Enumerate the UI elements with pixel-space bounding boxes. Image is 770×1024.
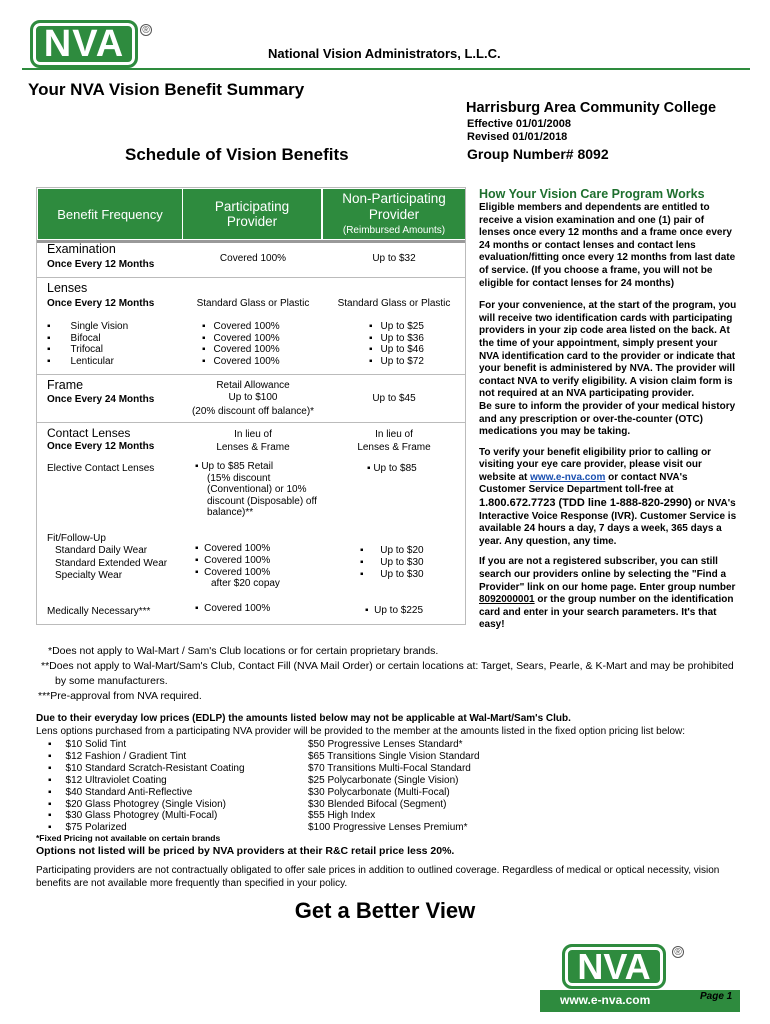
- group-number-link: 8092000001: [479, 594, 535, 606]
- fit-par-value: ▪ Covered 100%: [195, 543, 271, 554]
- fit-par: [195, 543, 280, 590]
- edlp-note: Due to their everyday low prices (EDLP) the amounts listed below may not be applicable at Wal-Mart/Sam's Club.: [36, 713, 571, 724]
- contacts-par-head1: In lieu of: [234, 429, 272, 440]
- employer-name: Harrisburg Area Community College: [466, 100, 717, 116]
- frame-non: Up to $45: [372, 393, 416, 404]
- lenses-title: Lenses: [47, 281, 88, 295]
- summary-title: Your NVA Vision Benefit Summary: [28, 80, 305, 99]
- option-item: $30 Blended Bifocal (Segment): [308, 798, 447, 810]
- col-benefit-frequency: Benefit Frequency: [38, 189, 182, 239]
- exam-par: Covered 100%: [219, 253, 287, 264]
- how-it-works: [479, 187, 737, 632]
- footnote: **Does not apply to Wal-Mart/Sam's Club, Contact Fill (NVA Mail Order) or certain locations at: Target, Sears, Pearle, & K-Mart and may be prohibited: [41, 660, 734, 672]
- elective-par: [195, 461, 317, 519]
- lens-type: ▪ Single Vision: [47, 321, 128, 333]
- group-number: Group Number# 8092: [467, 146, 609, 162]
- lenses-par: Standard Glass or Plastic: [196, 298, 310, 309]
- elective-non: ▪ Up to $85: [367, 463, 417, 474]
- effective-date: Effective 01/01/2008: [467, 118, 571, 130]
- contacts-title: Contact Lenses: [47, 426, 131, 440]
- lenses-non: Standard Glass or Plastic: [337, 298, 451, 309]
- col-non-participating: [323, 189, 465, 239]
- fit-par-value: ▪ Covered 100%: [195, 566, 271, 578]
- fixed-pricing-note: *Fixed Pricing not available on certain brands: [36, 833, 221, 843]
- option-item: $100 Progressive Lenses Premium*: [308, 822, 468, 834]
- option-item: $65 Transitions Single Vision Standard: [308, 750, 480, 762]
- exam-title: Examination: [47, 242, 116, 256]
- option-item: ▪ $12 Fashion / Gradient Tint: [48, 751, 245, 763]
- lens-type: ▪ Bifocal: [47, 333, 128, 345]
- frame-title: Frame: [47, 378, 84, 392]
- fit-item: Standard Extended Wear: [55, 557, 168, 569]
- option-item: ▪ $75 Polarized: [48, 822, 245, 834]
- lens-non-value: ▪ Up to $46: [369, 344, 424, 356]
- lens-type: ▪ Trifocal: [47, 344, 128, 356]
- med-label: Medically Necessary***: [47, 606, 151, 617]
- med-par: ▪ Covered 100%: [195, 603, 271, 614]
- col-non-participating-label: Non-Participating Provider: [342, 191, 446, 222]
- lens-type: ▪ Lenticular: [47, 356, 128, 368]
- how-paragraph-2: For your convenience, at the start of the program, you will receive two identification cards with participating providers in your zip code area listed on the back. At the time of your appointment, simply present your NVA identification card to the provider or indicate that your benefit is administered by NVA. The provider will contact NVA to verify eligibility. A vision claim form is not required at an NVA participating provider.: [479, 300, 737, 400]
- participating-note: Participating providers are not contractually obligated to offer sale prices in addition to outlined coverage. Regardless of medical or optical necessity, vision benefits are not available more frequently than specified in your policy.: [36, 865, 720, 889]
- nva-logo: NVA: [30, 20, 138, 68]
- lens-par-value: ▪ Covered 100%: [202, 344, 280, 356]
- elective-par-line4: discount (Disposable) off: [207, 495, 317, 507]
- contacts-par-head: [183, 428, 323, 454]
- lens-par-value: ▪ Covered 100%: [202, 321, 280, 333]
- how-title: How Your Vision Care Program Works: [479, 187, 705, 201]
- exam-non: Up to $32: [372, 253, 416, 264]
- contacts-par-head2: Lenses & Frame: [216, 442, 290, 453]
- frame-par-line1: Retail Allowance: [216, 380, 290, 391]
- website-link[interactable]: www.e-nva.com: [530, 471, 606, 483]
- tagline: Get a Better View: [294, 898, 476, 923]
- footer-nva-logo: NVA: [562, 944, 666, 989]
- elective-par-line3: (Conventional) or 10%: [207, 484, 307, 496]
- fit-non-value: ▪ Up to $30: [360, 568, 424, 580]
- footnote: *Does not apply to Wal-Mart / Sam's Club locations or for certain proprietary brands.: [48, 645, 439, 657]
- footer-registered-mark: ®: [672, 946, 684, 958]
- fit-item: Standard Daily Wear: [55, 545, 148, 557]
- fit-non-value: ▪ Up to $30: [360, 556, 424, 568]
- lens-non-value: ▪ Up to $25: [369, 321, 424, 333]
- lens-non-value: ▪ Up to $36: [369, 333, 424, 345]
- phone-number: 1.800.672.7723 (TDD line 1-888-820-2990): [479, 497, 692, 510]
- frame-par-line2: Up to $100: [228, 391, 278, 403]
- fit-non-value: ▪ Up to $20: [360, 545, 424, 556]
- option-item: $30 Polycarbonate (Multi-Focal): [308, 786, 450, 798]
- footnotes: [38, 644, 753, 704]
- fit-item: Specialty Wear: [55, 570, 123, 582]
- frame-frequency: Once Every 24 Months: [47, 394, 155, 405]
- how-paragraph-2b: Be sure to inform the provider of your medical history and any prescription or over-the-counter (OTC) medications you may be taking.: [479, 400, 736, 438]
- fit-par-note: after $20 copay: [211, 578, 280, 590]
- option-item: $50 Progressive Lenses Standard*: [308, 739, 463, 750]
- lens-par-value: ▪ Covered 100%: [202, 356, 280, 368]
- how-paragraph-3: To verify your benefit eligibility prior to calling or visiting your eye care provider, please visit our website at www.e-nva.com or contact NVA's Customer Service Department toll-free at 1.800.672.7723 (TDD line 1-888-820-2990) or NVA's Interactive Voice Response (IVR). Customer Service is available 24 hours a day, 7 days a week, 365 days a year. Any question, any time.: [479, 446, 737, 547]
- lens-non-values: [369, 321, 424, 367]
- elective-par-line2: (15% discount: [207, 472, 271, 484]
- option-item: ▪ $30 Glass Photogrey (Multi-Focal): [48, 810, 245, 822]
- revised-date: Revised 01/01/2018: [467, 131, 568, 143]
- option-item: ▪ $12 Ultraviolet Coating: [48, 775, 245, 787]
- fit-label: Fit/Follow-Up: [47, 533, 106, 544]
- option-item: ▪ $10 Standard Scratch-Resistant Coating: [48, 763, 245, 775]
- schedule-table: [36, 187, 466, 625]
- frame-par: [183, 380, 323, 418]
- option-item: ▪ $20 Glass Photogrey (Single Vision): [48, 799, 245, 811]
- contacts-frequency: Once Every 12 Months: [47, 441, 155, 452]
- options-intro: Lens options purchased from a participating NVA provider will be provided to the member at the amounts listed in the fixed option pricing list below:: [36, 726, 686, 737]
- registered-mark: ®: [140, 24, 152, 36]
- col-non-participating-sub: (Reimbursed Amounts): [342, 225, 446, 236]
- lens-types: [47, 321, 128, 367]
- footer-url[interactable]: www.e-nva.com: [560, 993, 651, 1007]
- frame-par-line3: (20% discount off balance)*: [191, 406, 315, 418]
- option-item: ▪ $10 Solid Tint: [48, 739, 245, 751]
- option-item: $25 Polycarbonate (Single Vision): [308, 774, 459, 786]
- not-listed-note: Options not listed will be priced by NVA providers at their R&C retail price less 20%.: [36, 845, 455, 857]
- lens-par-values: [202, 321, 280, 367]
- header-rule: [22, 68, 750, 70]
- options-right: [308, 739, 480, 834]
- footnote: ***Pre-approval from NVA required.: [38, 690, 202, 702]
- elective-label: Elective Contact Lenses: [47, 463, 155, 474]
- contacts-non-head2: Lenses & Frame: [357, 442, 431, 453]
- col-participating: Participating Provider: [183, 189, 321, 239]
- elective-par-line1: ▪ Up to $85 Retail: [195, 461, 274, 472]
- how-paragraph-1: Eligible members and dependents are entitled to receive a vision examination and one (1) pair of lenses once every 12 months and a frame once every 24 months or contact lenses and contact lens evaluation/fitting once every 12 months from last date of service. (If you choose a frame, you will not be eligible for contact lenses for 24 months): [479, 202, 736, 289]
- footnote: by some manufacturers.: [55, 675, 168, 687]
- schedule-title: Schedule of Vision Benefits: [125, 145, 349, 164]
- elective-par-line5: balance)**: [207, 507, 254, 519]
- options-left: [48, 739, 245, 834]
- lens-non-value: ▪ Up to $72: [369, 356, 424, 368]
- med-non: ▪ Up to $225: [365, 605, 424, 616]
- option-item: ▪ $40 Standard Anti-Reflective: [48, 787, 245, 799]
- option-item: $55 High Index: [308, 810, 376, 822]
- contacts-non-head: [323, 428, 465, 454]
- company-name: National Vision Administrators, L.L.C.: [268, 46, 501, 61]
- how-paragraph-4: If you are not a registered subscriber, you can still search our providers online by selecting the "Find a Provider" link on our home page. Enter group number 8092000001 or the group number on the identification card and enter in your search parameters. It's that easy!: [479, 556, 736, 631]
- fit-par-value: ▪ Covered 100%: [195, 554, 271, 566]
- option-item: $70 Transitions Multi-Focal Standard: [308, 762, 471, 774]
- lenses-frequency: Once Every 12 Months: [47, 298, 155, 309]
- page-number: Page 1: [700, 991, 733, 1002]
- fit-block: [47, 533, 167, 583]
- fit-non: [360, 545, 424, 580]
- contacts-non-head1: In lieu of: [375, 429, 413, 440]
- exam-frequency: Once Every 12 Months: [47, 259, 155, 270]
- lens-par-value: ▪ Covered 100%: [202, 333, 280, 345]
